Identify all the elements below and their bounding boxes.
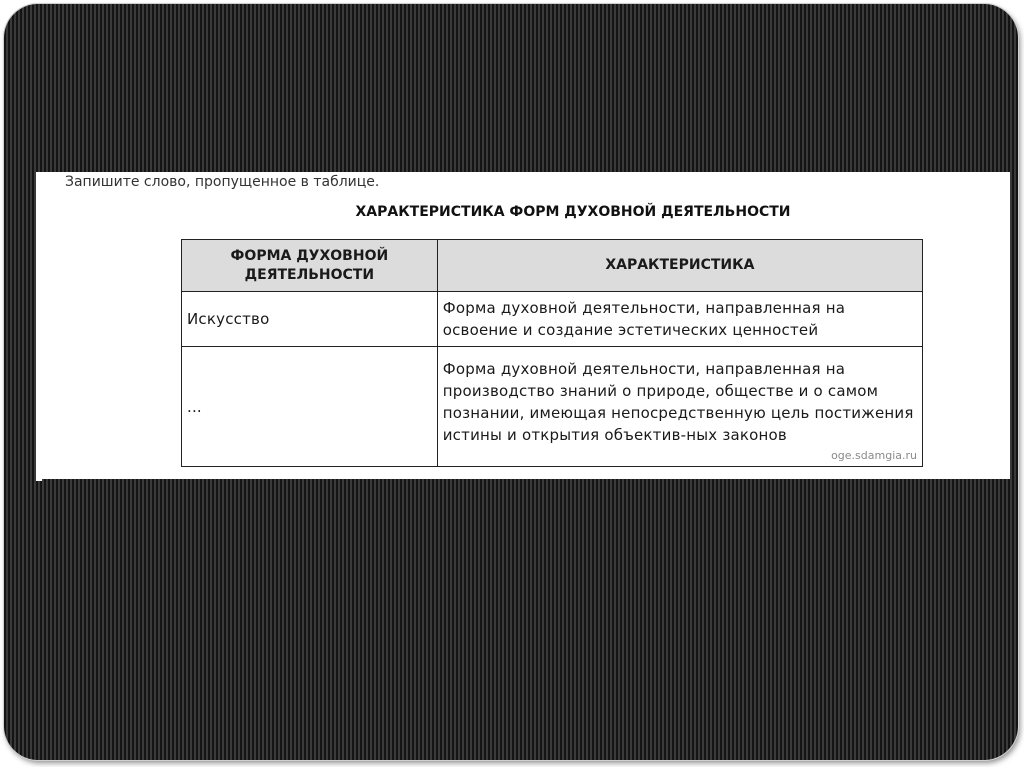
characteristic-value: Форма духовной деятельности, направленная на освоение и создание эстетических ценностей — [442, 299, 846, 339]
task-panel — [36, 172, 1010, 479]
header-form — [182, 240, 438, 292]
header-form-label: ФОРМА ДУХОВНОЙ ДЕЯТЕЛЬНОСТИ — [230, 247, 389, 283]
table-row — [182, 347, 923, 467]
task-instruction: Запишите слово, пропущенное в таблице. — [65, 174, 380, 190]
table-header-row — [182, 240, 923, 292]
form-value: Искусство — [187, 310, 270, 328]
header-characteristic — [437, 240, 922, 292]
header-characteristic-label: ХАРАКТЕРИСТИКА — [605, 257, 755, 273]
characteristic-value: Форма духовной деятельности, направленная на производство знаний о природе, обществе и о самом познании, имеющая непосредственную цель постижения истины и открытия объектив-ных законов — [442, 359, 914, 444]
table-title: ХАРАКТЕРИСТИКА ФОРМ ДУХОВНОЙ ДЕЯТЕЛЬНОСТИ — [355, 204, 791, 220]
table-cell-characteristic — [437, 347, 922, 467]
missing-form-placeholder: ... — [187, 397, 202, 416]
panel-edge-mark — [36, 479, 42, 481]
spiritual-activity-table — [181, 239, 923, 467]
table-cell-form — [182, 292, 438, 347]
table-row — [182, 292, 923, 347]
table-cell-characteristic — [437, 292, 922, 347]
table-cell-form — [182, 347, 438, 467]
source-watermark: oge.sdamgia.ru — [831, 449, 917, 462]
